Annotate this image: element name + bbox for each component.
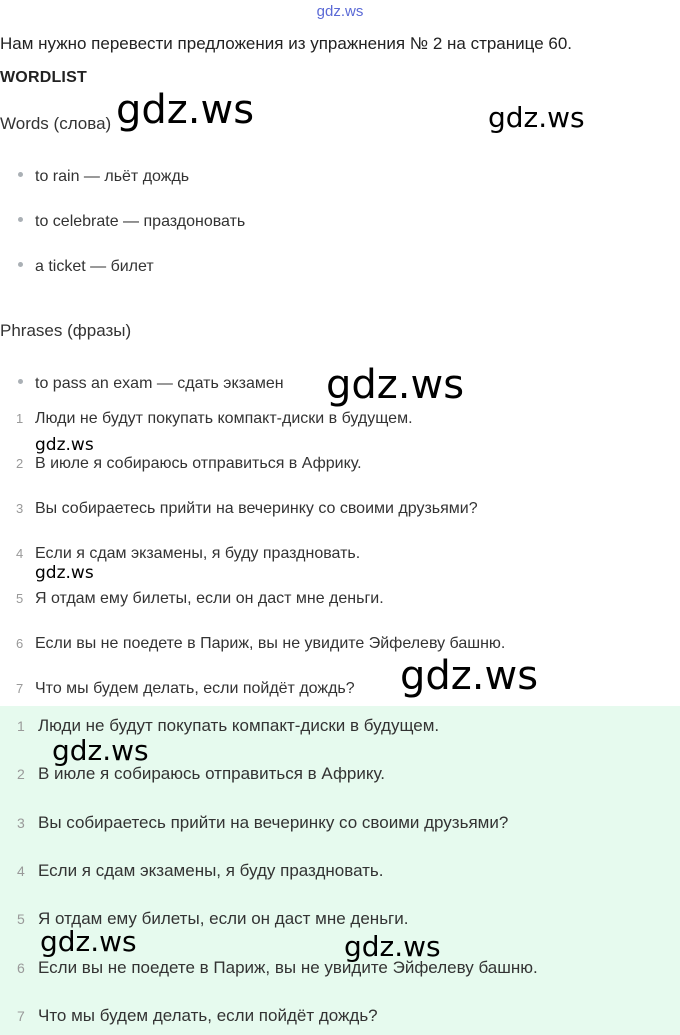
sentence-item bbox=[16, 455, 362, 473]
phrase-text: to pass an exam — сдать экзамен bbox=[35, 375, 284, 392]
word-text: to celebrate — праздоновать bbox=[35, 213, 246, 230]
answer-text: Вы собираетесь прийти на вечеринку со своими друзьями? bbox=[38, 813, 509, 832]
watermark: gdz.ws bbox=[35, 563, 94, 583]
sentence-text: Я отдам ему билеты, если он даст мне деньги. bbox=[35, 590, 384, 607]
word-item bbox=[18, 258, 154, 276]
phrases-heading: Phrases (фразы) bbox=[0, 321, 132, 340]
task-intro: Нам нужно перевести предложения из упражнения № 2 на странице 60. bbox=[0, 34, 572, 53]
sentence-number: 1 bbox=[16, 411, 24, 426]
sentence-text: Вы собираетесь прийти на вечеринку со своими друзьями? bbox=[35, 500, 478, 517]
phrase-item bbox=[18, 375, 284, 393]
answer-number: 2 bbox=[17, 766, 25, 782]
answer-number: 5 bbox=[17, 911, 25, 927]
answer-text: В июле я собираюсь отправиться в Африку. bbox=[38, 764, 386, 783]
sentence-item bbox=[16, 500, 478, 518]
words-heading: Words (слова) bbox=[0, 114, 112, 133]
sentence-item bbox=[16, 410, 413, 428]
wordlist-heading: WORDLIST bbox=[0, 69, 87, 86]
watermark: gdz.ws bbox=[52, 734, 149, 767]
watermark: gdz.ws bbox=[400, 653, 539, 699]
sentence-item bbox=[16, 590, 384, 608]
bullet-icon bbox=[18, 262, 23, 267]
answer-number: 4 bbox=[17, 863, 25, 879]
watermark: gdz.ws bbox=[326, 362, 465, 408]
answer-item bbox=[17, 764, 385, 784]
bullet-icon bbox=[18, 379, 23, 384]
word-text: a ticket — билет bbox=[35, 258, 154, 275]
sentence-number: 6 bbox=[16, 636, 24, 651]
site-header-link[interactable]: gdz.ws bbox=[316, 3, 364, 20]
word-item bbox=[18, 168, 189, 186]
sentence-text: Что мы будем делать, если пойдёт дождь? bbox=[35, 680, 355, 697]
answer-number: 7 bbox=[17, 1008, 25, 1024]
answer-text: Что мы будем делать, если пойдёт дождь? bbox=[38, 1006, 378, 1025]
answer-number: 6 bbox=[17, 960, 25, 976]
answer-item bbox=[17, 958, 538, 978]
answer-text: Я отдам ему билеты, если он даст мне деньги. bbox=[38, 909, 409, 928]
answer-item bbox=[17, 813, 508, 833]
answer-item bbox=[17, 1006, 378, 1026]
watermark: gdz.ws bbox=[116, 87, 255, 133]
watermark: gdz.ws bbox=[40, 925, 137, 958]
sentence-text: В июле я собираюсь отправиться в Африку. bbox=[35, 455, 362, 472]
sentence-item bbox=[16, 635, 505, 653]
bullet-icon bbox=[18, 172, 23, 177]
answer-number: 3 bbox=[17, 815, 25, 831]
answer-text: Если вы не поедете в Париж, вы не увидите Эйфелеву башню. bbox=[38, 958, 538, 977]
word-text: to rain — льёт дождь bbox=[35, 168, 190, 185]
sentence-text: Если вы не поедете в Париж, вы не увидите Эйфелеву башню. bbox=[35, 635, 506, 652]
sentence-text: Люди не будут покупать компакт-диски в будущем. bbox=[35, 410, 413, 427]
answer-item bbox=[17, 716, 439, 736]
answer-number: 1 bbox=[17, 718, 25, 734]
sentence-item bbox=[16, 680, 355, 698]
bullet-icon bbox=[18, 217, 23, 222]
answer-text: Люди не будут покупать компакт-диски в будущем. bbox=[38, 716, 440, 735]
sentence-number: 7 bbox=[16, 681, 24, 696]
sentence-item bbox=[16, 545, 360, 563]
answer-text: Если я сдам экзамены, я буду праздновать. bbox=[38, 861, 384, 880]
watermark: gdz.ws bbox=[488, 101, 585, 134]
watermark: gdz.ws bbox=[35, 435, 94, 455]
sentence-number: 4 bbox=[16, 546, 24, 561]
sentence-number: 5 bbox=[16, 591, 24, 606]
sentence-number: 3 bbox=[16, 501, 24, 516]
answer-item bbox=[17, 861, 384, 881]
sentence-number: 2 bbox=[16, 456, 24, 471]
word-item bbox=[18, 213, 245, 231]
sentence-text: Если я сдам экзамены, я буду праздновать. bbox=[35, 545, 361, 562]
watermark: gdz.ws bbox=[344, 930, 441, 963]
